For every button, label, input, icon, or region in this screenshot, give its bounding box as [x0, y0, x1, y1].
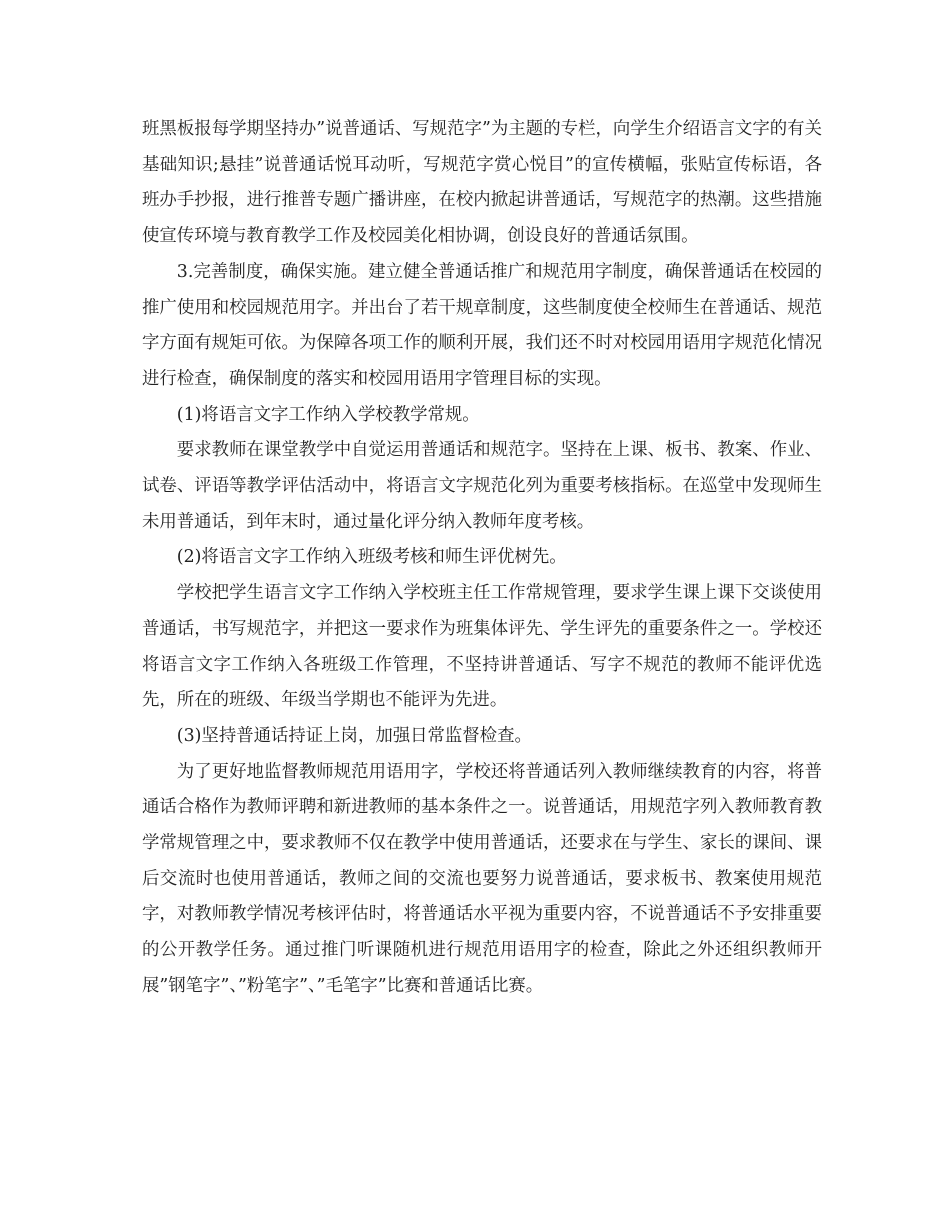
paragraph-section-3: 3.完善制度，确保实施。建立健全普通话推广和规范用字制度，确保普通话在校园的推广使用和校园规范用字。并出台了若干规章制度，这些制度使全校师生在普通话、规范字方面有规矩可依。为保障各项工作的顺利开展，我们还不时对校园用语用字规范化情况进行检查，确保制度的落实和校园用语用字管理目标的实现。: [142, 261, 822, 389]
paragraph-item-3-heading: (3)坚持普通话持证上岗，加强日常监督检查。: [176, 725, 532, 746]
paragraph-continued: 班黑板报每学期坚持办”说普通话、写规范字”为主题的专栏，向学生介绍语言文字的有关基础知识;悬挂”说普通话悦耳动听，写规范字赏心悦目”的宣传横幅，张贴宣传标语，各班办手抄报，进行推普专题广播讲座，在校内掀起讲普通话，写规范字的热潮。这些措施使宣传环境与教育教学工作及校园美化相协调，创设良好的普通话氛围。: [142, 119, 822, 247]
paragraph-item-1-heading: (1)将语言文字工作纳入学校教学常规。: [176, 404, 480, 425]
paragraph-item-1-body: 要求教师在课堂教学中自觉运用普通话和规范字。坚持在上课、板书、教案、作业、试卷、评语等教学评估活动中，将语言文字规范化列为重要考核指标。在巡堂中发现师生未用普通话，到年末时，通过量化评分纳入教师年度考核。: [142, 440, 822, 532]
document-body: [142, 112, 822, 1005]
paragraph-item-2-heading: (2)将语言文字工作纳入班级考核和师生评优树先。: [176, 547, 567, 568]
paragraph-item-2-body: 学校把学生语言文字工作纳入学校班主任工作常规管理，要求学生课上课下交谈使用普通话，书写规范字，并把这一要求作为班集体评先、学生评先的重要条件之一。学校还将语言文字工作纳入各班级工作管理，不坚持讲普通话、写字不规范的教师不能评优选先，所在的班级、年级当学期也不能评为先进。: [142, 583, 822, 711]
paragraph-item-3-body: 为了更好地监督教师规范用语用字，学校还将普通话列入教师继续教育的内容，将普通话合格作为教师评聘和新进教师的基本条件之一。说普通话，用规范字列入教师教育教学常规管理之中，要求教师不仅在教学中使用普通话，还要求在与学生、家长的课间、课后交流时也使用普通话，教师之间的交流也要努力说普通话，要求板书、教案使用规范字，对教师教学情况考核评估时，将普通话水平视为重要内容，不说普通话不予安排重要的公开教学任务。通过推门听课随机进行规范用语用字的检查，除此之外还组织教师开展”钢笔字”、”粉笔字”、”毛笔字”比赛和普通话比赛。: [142, 761, 822, 996]
